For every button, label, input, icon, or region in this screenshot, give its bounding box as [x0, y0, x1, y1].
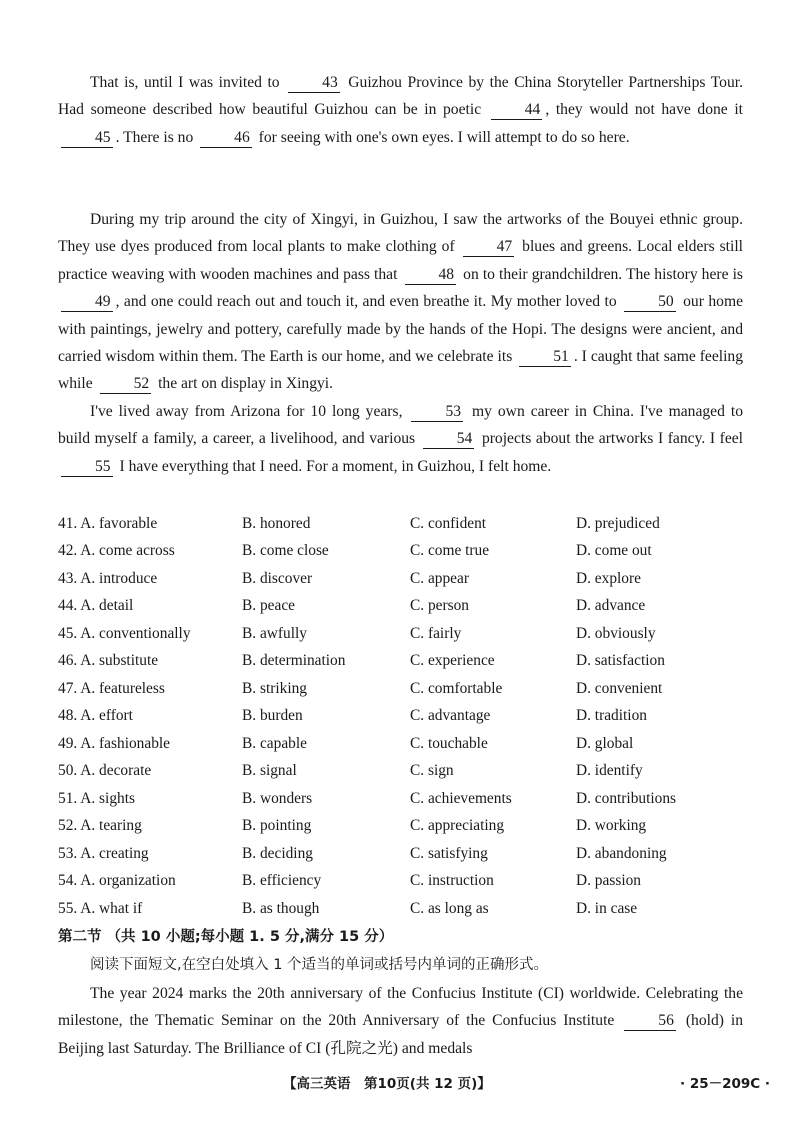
option-b-text: B. capable [242, 734, 307, 752]
passage-text: blues and greens. Local elders still practice weaving with wooden machines and pass that [58, 238, 743, 283]
option-d-text: D. in case [576, 899, 638, 917]
option-a-text: A. favorable [80, 514, 158, 532]
option-a [58, 872, 242, 890]
question-number: 49. [58, 734, 78, 752]
option-d-text: D. working [576, 817, 647, 835]
option-a-text: A. effort [80, 707, 133, 725]
option-b-text: B. pointing [242, 817, 312, 835]
option-b-text: B. efficiency [242, 872, 322, 890]
option-row [58, 730, 758, 758]
option-b [242, 817, 410, 835]
blank-51: 51 [519, 348, 571, 367]
option-c-text: C. instruction [410, 872, 494, 890]
option-c-text: C. as long as [410, 899, 489, 917]
option-c [410, 817, 576, 835]
section-heading: 第二节 （共 10 小题;每小题 1. 5 分,满分 15 分） [58, 929, 394, 945]
option-row [58, 620, 758, 648]
option-d [576, 735, 756, 753]
option-d [576, 680, 756, 698]
option-c-text: C. confident [410, 514, 487, 532]
option-a-text: A. conventionally [80, 624, 191, 642]
option-a-text: A. decorate [80, 762, 152, 780]
blank-48: 48 [405, 266, 457, 285]
passage-text: (hold) in Beijing last Saturday. The Brilliance of CI (孔院之光) and medals [58, 1012, 744, 1057]
passage-text: That is, until I was invited to [90, 74, 280, 91]
option-c [410, 762, 576, 780]
option-d [576, 542, 756, 560]
option-c [410, 625, 576, 643]
option-c [410, 845, 576, 863]
option-d [576, 515, 756, 533]
blank-44: 44 [491, 101, 543, 120]
option-b [242, 707, 410, 725]
section2-paragraph-1 [58, 980, 743, 1062]
footer-page-info: 【高三英语 第10页(共 12 页)】 [283, 1076, 491, 1092]
option-d-text: D. convenient [576, 679, 663, 697]
passage-text: , and one could reach out and touch it, and even breathe it. My mother loved to [115, 293, 617, 311]
option-b-text: B. striking [242, 679, 307, 697]
passage-text: the art on display in Xingyi. [158, 375, 334, 393]
option-row [58, 703, 758, 731]
option-c [410, 680, 576, 698]
option-a [58, 652, 242, 670]
option-b [242, 790, 410, 808]
option-c [410, 597, 576, 615]
option-d [576, 817, 756, 835]
option-b [242, 652, 410, 670]
option-d-text: D. satisfaction [576, 652, 665, 670]
option-c-text: C. sign [410, 762, 454, 780]
option-b [242, 735, 410, 753]
option-a [58, 790, 242, 808]
option-c-text: C. appreciating [410, 817, 505, 835]
option-b [242, 570, 410, 588]
blank-54: 54 [423, 430, 475, 449]
question-number: 55. [58, 899, 78, 917]
option-d-text: D. come out [576, 542, 652, 560]
option-a [58, 707, 242, 725]
passage-paragraph-2 [58, 206, 743, 398]
footer-code: · 25－209C · [680, 1076, 771, 1092]
passage-text: The year 2024 marks the 20th anniversary of the Confucius Institute (CI) worldwide. Celebrating the milestone, the Thematic Seminar on the 20th Anniversary of the Confucius Institute [58, 985, 743, 1030]
options-list [58, 510, 758, 923]
option-d-text: D. passion [576, 872, 641, 890]
passage-text: on to their grandchildren. The history here is [463, 265, 743, 283]
option-a [58, 845, 242, 863]
option-d [576, 652, 756, 670]
passage-paragraph-3 [58, 398, 743, 480]
option-b-text: B. come close [242, 542, 329, 560]
option-row [58, 868, 758, 896]
option-c-text: C. advantage [410, 707, 491, 725]
option-c-text: C. touchable [410, 734, 488, 752]
option-b [242, 542, 410, 560]
option-c [410, 707, 576, 725]
option-a [58, 625, 242, 643]
option-row [58, 593, 758, 621]
question-number: 41. [58, 514, 78, 532]
passage-text: , they would not have done it [545, 101, 743, 119]
option-row [58, 758, 758, 786]
option-b [242, 762, 410, 780]
option-c [410, 570, 576, 588]
option-c-text: C. comfortable [410, 679, 503, 697]
option-c-text: C. fairly [410, 624, 462, 642]
passage-text: . I caught that same feeling while [58, 348, 743, 393]
blank-52: 52 [100, 375, 152, 394]
option-d-text: D. abandoning [576, 844, 667, 862]
option-a-text: A. organization [80, 872, 176, 890]
option-b [242, 680, 410, 698]
question-number: 45. [58, 624, 78, 642]
option-d-text: D. advance [576, 597, 646, 615]
question-number: 42. [58, 542, 78, 560]
option-a [58, 900, 242, 918]
option-d [576, 845, 756, 863]
option-a [58, 515, 242, 533]
blank-43: 43 [288, 74, 340, 93]
option-b [242, 900, 410, 918]
option-d [576, 900, 756, 918]
option-b [242, 597, 410, 615]
option-a-text: A. sights [80, 789, 135, 807]
option-row [58, 648, 758, 676]
option-b [242, 872, 410, 890]
option-c [410, 735, 576, 753]
option-d [576, 625, 756, 643]
option-d [576, 790, 756, 808]
option-a-text: A. tearing [80, 817, 142, 835]
question-number: 48. [58, 707, 78, 725]
blank-55: 55 [61, 458, 113, 477]
passage-text: I've lived away from Arizona for 10 long years, [90, 403, 403, 420]
option-a-text: A. fashionable [80, 734, 171, 752]
option-row [58, 538, 758, 566]
option-d [576, 597, 756, 615]
passage-text: Guizhou Province by the China Storyteller Partnerships Tour. Had someone described how beautiful Guizhou can be in poetic [58, 74, 743, 119]
option-c-text: C. person [410, 597, 469, 615]
question-number: 52. [58, 817, 78, 835]
option-c [410, 652, 576, 670]
option-b [242, 845, 410, 863]
option-row [58, 895, 758, 923]
option-b-text: B. awfully [242, 624, 307, 642]
section-instruction: 阅读下面短文,在空白处填入 1 个适当的单词或括号内单词的正确形式。 [90, 957, 549, 973]
option-d-text: D. global [576, 734, 634, 752]
blank-47: 47 [463, 238, 515, 257]
option-c-text: C. experience [410, 652, 495, 670]
option-row [58, 813, 758, 841]
blank-49: 49 [61, 293, 113, 312]
option-d [576, 872, 756, 890]
passage-text: . There is no [115, 128, 194, 146]
passage-text: projects about the artworks I fancy. I feel [481, 430, 744, 448]
option-b-text: B. honored [242, 514, 311, 532]
option-b-text: B. determination [242, 652, 346, 670]
option-a [58, 735, 242, 753]
option-a [58, 570, 242, 588]
option-c-text: C. satisfying [410, 844, 488, 862]
option-a-text: A. featureless [80, 679, 165, 697]
option-d-text: D. tradition [576, 707, 647, 725]
option-b-text: B. deciding [242, 844, 313, 862]
passage-text: my own career in China. I've managed to build myself a family, a career, a livelihood, and various [58, 403, 743, 448]
option-c [410, 542, 576, 560]
option-b [242, 625, 410, 643]
question-number: 50. [58, 762, 78, 780]
blank-53: 53 [411, 403, 463, 422]
option-a-text: A. creating [80, 844, 149, 862]
option-b-text: B. wonders [242, 789, 313, 807]
option-d-text: D. prejudiced [576, 514, 660, 532]
option-a-text: A. what if [80, 899, 143, 917]
option-d-text: D. explore [576, 569, 641, 587]
option-b [242, 515, 410, 533]
question-number: 51. [58, 789, 78, 807]
option-d-text: D. contributions [576, 789, 677, 807]
option-c-text: C. achievements [410, 789, 512, 807]
option-a [58, 762, 242, 780]
blank-56: 56 [624, 1012, 676, 1031]
question-number: 54. [58, 872, 78, 890]
option-d [576, 707, 756, 725]
passage-text: During my trip around the city of Xingyi, in Guizhou, I saw the artworks of the Bouyei ethnic group. They use dyes produced from local plants to make clothing of [58, 211, 743, 256]
question-number: 46. [58, 652, 78, 670]
option-a [58, 680, 242, 698]
question-number: 53. [58, 844, 78, 862]
option-a [58, 542, 242, 560]
option-d-text: D. identify [576, 762, 643, 780]
passage-paragraph-1 [58, 69, 743, 151]
option-a-text: A. come across [80, 542, 175, 560]
question-number: 43. [58, 569, 78, 587]
passage-text: our home with paintings, jewelry and pottery, carefully made by the hands of the Hopi. The designs were ancient, and carried wisdom within them. The Earth is our home, and we celebrate its [58, 293, 743, 366]
passage-text: for seeing with one's own eyes. I will attempt to do so here. [258, 128, 630, 146]
option-d-text: D. obviously [576, 624, 656, 642]
option-b-text: B. burden [242, 707, 303, 725]
option-a-text: A. introduce [80, 569, 158, 587]
option-a-text: A. detail [80, 597, 134, 615]
option-c-text: C. appear [410, 569, 469, 587]
blank-46: 46 [200, 129, 252, 148]
option-a-text: A. substitute [80, 652, 159, 670]
option-row [58, 510, 758, 538]
question-number: 47. [58, 679, 78, 697]
option-row [58, 675, 758, 703]
question-number: 44. [58, 597, 78, 615]
option-a [58, 597, 242, 615]
option-b-text: B. peace [242, 597, 295, 615]
option-d [576, 570, 756, 588]
passage-text: I have everything that I need. For a moment, in Guizhou, I felt home. [119, 457, 552, 475]
option-b-text: B. signal [242, 762, 297, 780]
option-c [410, 900, 576, 918]
option-row [58, 785, 758, 813]
blank-45: 45 [61, 129, 113, 148]
option-row [58, 565, 758, 593]
option-b-text: B. as though [242, 899, 320, 917]
option-c [410, 872, 576, 890]
option-c [410, 790, 576, 808]
option-a [58, 817, 242, 835]
option-b-text: B. discover [242, 569, 313, 587]
option-c [410, 515, 576, 533]
option-row [58, 840, 758, 868]
option-c-text: C. come true [410, 542, 490, 560]
option-d [576, 762, 756, 780]
blank-50: 50 [624, 293, 676, 312]
